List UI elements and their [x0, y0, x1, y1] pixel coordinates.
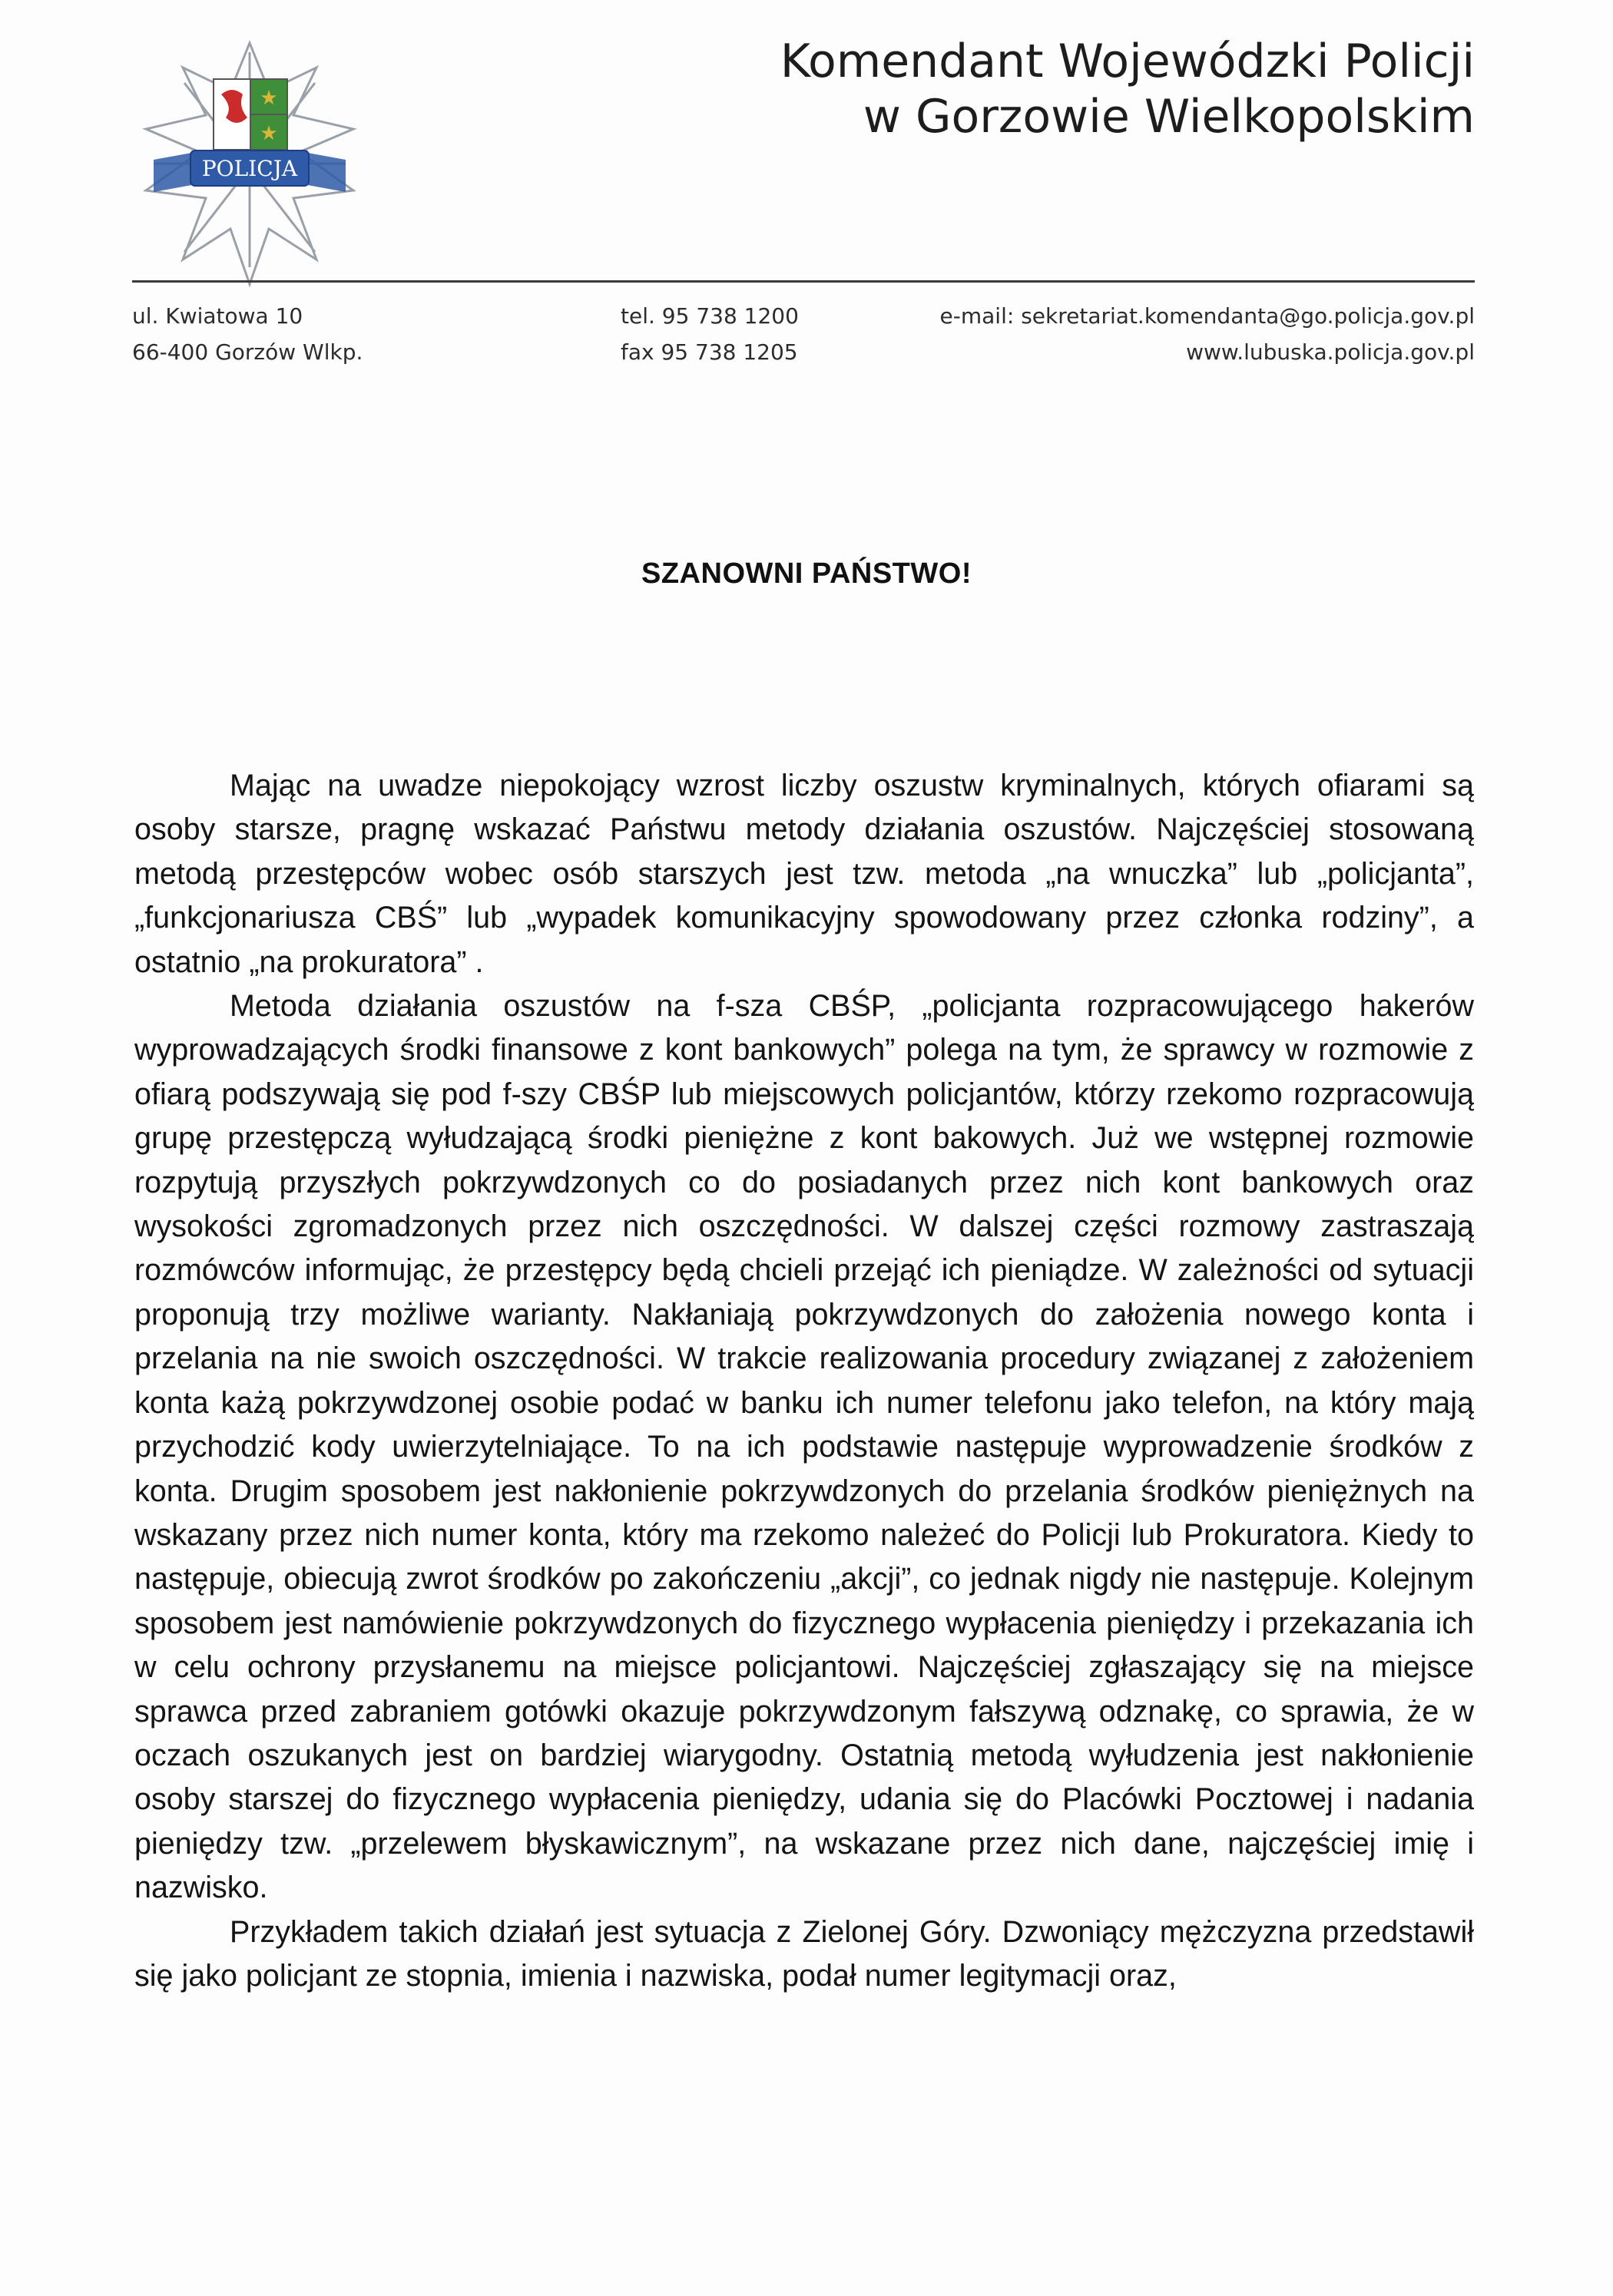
header-divider	[132, 280, 1475, 283]
address-line-2: 66-400 Gorzów Wlkp.	[132, 339, 363, 365]
fax-number: fax 95 738 1205	[621, 339, 798, 365]
letter-body	[134, 764, 1474, 1998]
website-address: www.lubuska.policja.gov.pl	[1186, 339, 1475, 365]
logo-text: POLICJA	[201, 156, 298, 181]
email-address: e-mail: sekretariat.komendanta@go.policja.gov.pl	[939, 303, 1475, 329]
letter-greeting: SZANOWNI PAŃSTWO!	[641, 557, 972, 590]
policja-banner	[154, 151, 346, 192]
coat-of-arms	[214, 79, 287, 150]
body-paragraph-1: Mając na uwadze niepokojący wzrost liczby oszustw kryminalnych, których ofiarami są osoby starsze, pragnę wskazać Państwu metody działania oszustów. Najczęściej stosowaną metodą przestępców wobec osób starszych jest tzw. metoda „na wnuczka” lub „policjanta”, „funkcjonariusza CBŚ” lub „wypadek komunikacyjny spowodowany przez członka rodziny”, a ostatnio „na prokuratora” .	[134, 769, 1474, 979]
letterhead-title	[780, 34, 1475, 144]
body-paragraph-2: Metoda działania oszustów na f-sza CBŚP, „policjanta rozpracowującego hakerów wyprowadzających środki finansowe z kont bankowych” polega na tym, że sprawcy w rozmowie z ofiarą podszywają się pod f-szy CBŚP lub miejscowych policjantów, którzy rzekomo rozpracowują grupę przestępczą wyłudzającą środki pieniężne z kont bakowych. Już we wstępnej rozmowie rozpytują przyszłych pokrzywdzonych co do posiadanych przez nich kont bankowych oraz wysokości zgromadzonych przez nich oszczędności. W dalszej części rozmowy zastraszają rozmówców informując, że przestępcy będą chcieli przejąć ich pieniądze. W zależności od sytuacji proponują trzy możliwe warianty. Nakłaniają pokrzywdzonych do założenia nowego konta i przelania na nie swoich oszczędności. W trakcie realizowania procedury związanej z założeniem konta każą pokrzywdzonej osobie podać w banku ich numer telefonu jako telefon, na który mają przychodzić kody uwierzytelniające. To na ich podstawie następuje wyprowadzenie środków z konta. Drugim sposobem jest nakłonienie pokrzywdzonych do przelania środków pieniężnych na wskazany przez nich numer konta, który ma rzekomo należeć do Policji lub Prokuratora. Kiedy to następuje, obiecują zwrot środków po zakończeniu „akcji”, co jednak nigdy nie następuje. Kolejnym sposobem jest namówienie pokrzywdzonych do fizycznego wypłacenia pieniędzy i przekazania ich w celu ochrony przysłanemu na miejsce policjantowi. Najczęściej zgłaszający się na miejsce sprawca przed zabraniem gotówki okazuje pokrzywdzonym fałszywą odznakę, co sprawia, że w oczach oszukanych jest on bardziej wiarygodny. Ostatnią metodą wyłudzenia jest nakłonienie osoby starszej do fizycznego wypłacenia pieniędzy, udania się do Placówki Pocztowej i nadania pieniędzy tzw. „przelewem błyskawicznym”, na wskazane przez nich dane, najczęściej imię i nazwisko.	[134, 989, 1474, 1905]
police-star-logo	[123, 37, 376, 290]
online-contact-block	[940, 298, 1475, 370]
body-paragraph-3: Przykładem takich działań jest sytuacja z Zielonej Góry. Dzwoniący mężczyzna przedstawił się jako policjant ze stopnia, imienia i nazwiska, podał numer legitymacji oraz,	[134, 1914, 1474, 1993]
svg-text:★: ★	[260, 122, 278, 145]
phone-number: tel. 95 738 1200	[621, 303, 799, 329]
title-line-1: Komendant Wojewódzki Policji	[780, 35, 1475, 88]
address-block	[132, 298, 363, 370]
address-line-1: ul. Kwiatowa 10	[132, 303, 303, 329]
phone-block	[621, 298, 799, 370]
title-line-2: w Gorzowie Wielkopolskim	[863, 90, 1475, 144]
svg-text:★: ★	[260, 87, 278, 110]
